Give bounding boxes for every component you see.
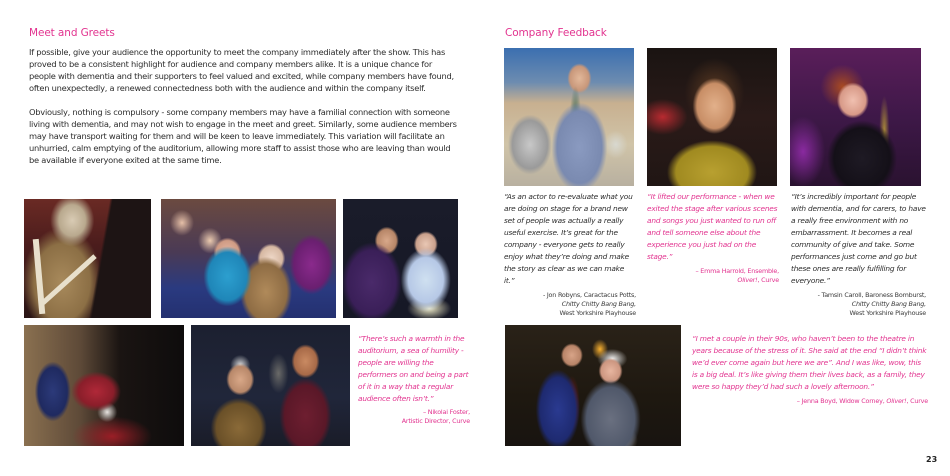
- photo-two-performers-period-costume: [505, 325, 681, 446]
- quote-text: “I met a couple in their 90s, who haven’t been to the theatre in years because of the stress of it. She said at the end “I didn’t think we’d ever come again but here we are”. And I was like, wow, this is a big deal. It’s like giving them their lives back, as a family, they were so happy they’d had such a lovely afternoon.”: [692, 334, 927, 391]
- quote-attribution: – Jenna Boyd, Widow Corney, Oliver!, Curve: [796, 397, 928, 405]
- emma-harrold-quote: [647, 191, 779, 285]
- quote-text: “There’s such a warmth in the auditorium, a sea of humility - people are willing the performers on and being a part of it in a way that a regular audience often isn’t.”: [358, 334, 469, 403]
- photo-actor-with-goggles: [504, 48, 634, 186]
- photo-woman-with-young-man: [191, 325, 350, 446]
- photo-actress-on-telephone: [790, 48, 921, 186]
- paragraph-1: If possible, give your audience the opportunity to meet the company immediately after the show. This has proved to be a consistent highlight for audience and company members alike. It is a unique chance for people with dementia and their supporters to feel valued and excited, while company members have found, often unexpectedly, a renewed connectedness both with the audience and within the company itself.: [29, 47, 454, 93]
- quote-attribution: - Jon Robyns, Caractacus Potts, Chitty Chitty Bang Bang, West Yorkshire Playhouse: [542, 291, 636, 317]
- jenna-boyd-quote: [692, 333, 928, 406]
- nikolai-foster-quote: [358, 333, 470, 426]
- page-number: 23: [926, 455, 938, 464]
- quote-attribution: - Tamsin Caroll, Baroness Bomburst, Chitty Chitty Bang Bang, West Yorkshire Playhouse: [817, 291, 926, 317]
- company-feedback-heading: Company Feedback: [505, 27, 607, 39]
- quote-attribution: – Emma Harrold, Ensemble, Oliver!, Curve: [695, 267, 779, 284]
- photo-stage-audience-interaction: [24, 325, 184, 446]
- jon-robyns-quote: [504, 191, 636, 318]
- photo-performer-with-elderly-woman: [343, 199, 458, 318]
- tamsin-caroll-quote: [791, 191, 926, 318]
- meet-and-greets-heading: Meet and Greets: [29, 27, 115, 39]
- quote-text: “It lifted our performance - when we exited the stage after various scenes and songs you just wanted to run off and tell someone else about the experience you just had on the stage.”: [647, 192, 778, 261]
- photo-actress-yellow-sweater: [647, 48, 777, 186]
- quote-text: “As an actor to re-evaluate what you are doing on stage for a brand new set of people was actually a really useful exercise. It’s great for the company - everyone gets to really enjoy what they’re doing and make the story as clear as we can make it.”: [504, 192, 633, 285]
- photo-group-with-cast: [161, 199, 336, 318]
- meet-and-greets-body: [29, 46, 459, 178]
- paragraph-2: Obviously, nothing is compulsory - some company members may have a familial connection with someone living with dementia, and may not wish to engage in the meet and greet. Similarly, some audience members may have transport waiting for them and will be keen to leave immediately. This variation will facilitate an unhurried, calm emptying of the auditorium, allowing more staff to assist those who are leaving than would be available if everyone exited at the same time.: [29, 107, 457, 165]
- quote-text: “It’s incredibly important for people with dementia, and for carers, to have a really free environment with no embarrassment. It becomes a real community of give and take. Some performances just come and go but these ones are really fulfilling for everyone.”: [791, 192, 926, 285]
- photo-performer-greeting-audience: [24, 199, 151, 318]
- quote-attribution: – Nikolai Foster, Artistic Director, Curve: [401, 408, 470, 425]
